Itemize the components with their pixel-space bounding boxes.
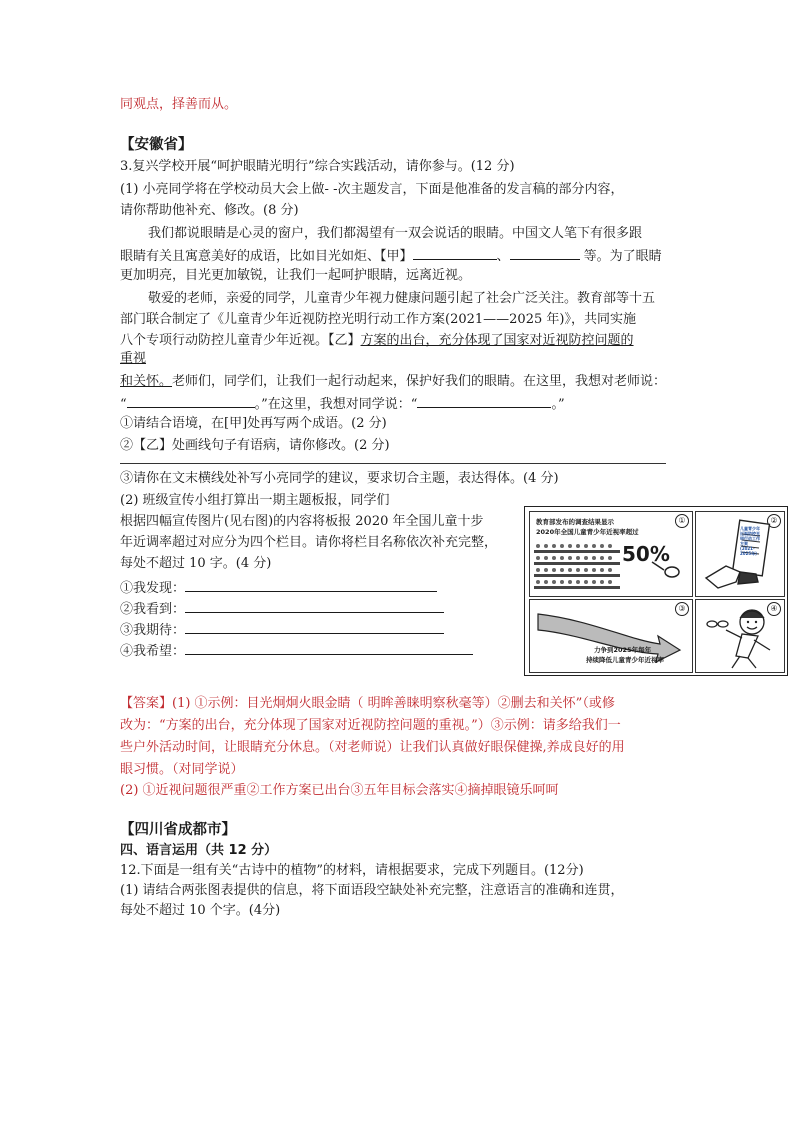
question-3-2-line-b: 根据四幅宣传图片(见右图)的内容将板报 2020 年全国儿童十步: [120, 514, 484, 529]
panel-3-text-2: 持续降低儿童青少年近视率: [586, 656, 664, 664]
sub-question-3: ③请你在文末横线处补写小亮同学的建议，要求切合主题，表达得体。(4 分): [120, 471, 559, 486]
panel-2-document-title: 儿童青少年近视防控光明行动工作方案(2021-2025年): [740, 526, 760, 556]
column-3: ③我期待：: [120, 620, 444, 640]
speech-para1-a: 我们都说眼睛是心灵的窗户，我们都渴望有一双会说话的眼睛。中国文人笔下有很多跟: [148, 226, 643, 241]
panel-3-number: ③: [675, 602, 689, 616]
intro-tail: 同观点，择善而从。: [120, 97, 238, 112]
panel-1-number: ①: [675, 514, 689, 528]
answer-line-1: 【答案】(1) ①示例：目光炯炯火眼金睛（ 明眸善睐明察秋毫等）②删去和关怀”（或修: [120, 696, 615, 711]
question-12-1-line-b: 每处不超过 10 个字。(4分): [120, 903, 281, 918]
question-12-stem: 12.下面是一组有关“古诗中的植物”的材料，请根据要求，完成下列题目。(12分): [120, 863, 584, 878]
sub-question-1: ①请结合语境，在[甲]处再写两个成语。(2 分): [120, 416, 387, 431]
speech-para1-b: 眼睛有关且寓意美好的成语，比如目光如炬、【甲】 、 等。为了眼睛: [120, 246, 662, 266]
answer-line-2: 改为：“方案的出台，充分体现了国家对近视防控问题的重视。”）③示例：请多给我们一: [120, 718, 621, 733]
speech-para2-c: 八个专项行动防控儿童青少年近视。【乙】方案的出台，充分体现了国家对近视防控问题的: [120, 333, 634, 348]
column-3-blank[interactable]: [185, 620, 444, 634]
speech-para2-e: 和关怀。老师们，同学们，让我们一起行动起来，保护好我们的眼睛。在这里，我想对老师说：: [120, 374, 667, 389]
section-heading: 四、语言运用（共 12 分）: [120, 843, 278, 858]
column-4-blank[interactable]: [185, 641, 473, 655]
panel-3: [529, 599, 693, 673]
panel-1-text-2: 2020年全国儿童青少年近视率超过: [536, 528, 639, 536]
panel-1: [529, 511, 693, 597]
panel-2: [695, 511, 785, 597]
underlined-sentence: 方案的出台，充分体现了国家对近视防控问题的: [360, 333, 634, 348]
blank-jia-2[interactable]: [510, 246, 580, 260]
panel-4-number: ④: [767, 602, 781, 616]
column-2-blank[interactable]: [185, 599, 444, 613]
speech-para2-b: 部门联合制定了《儿童青少年近视防控光明行动工作方案(2021——2025 年)》，共同实施: [120, 312, 636, 327]
panel-1-percentage: 50%: [622, 542, 670, 566]
region-heading-chengdu: 【四川省成都市】: [120, 822, 236, 838]
panel-4: [695, 599, 785, 673]
column-1: ①我发现：: [120, 578, 437, 598]
column-4: ④我希望：: [120, 641, 473, 661]
panel-3-text-1: 力争到2025年每年: [594, 646, 652, 654]
question-3-1-line-a: (1) 小亮同学将在学校动员大会上做- -次主题发言，下面是他准备的发言稿的部分内容，: [120, 182, 624, 197]
region-heading-anhui: 【安徽省】: [120, 137, 193, 153]
blank-to-teacher[interactable]: [127, 394, 255, 408]
happy-boy-icon: [696, 600, 784, 672]
column-2: ②我看到：: [120, 599, 444, 619]
panel-2-number: ②: [767, 514, 781, 528]
answer-line-4: 眼习惯。（对同学说）: [120, 762, 244, 777]
speech-para1-c: 更加明亮，目光更加敏锐，让我们一起呵护眼睛，远离近视。: [120, 268, 472, 283]
sub-question-2: ②【乙】处画线句子有语病，请你修改。(2 分): [120, 438, 390, 453]
underlined-continued: 重视: [120, 351, 147, 366]
question-3-2-line-d: 每处不超过 10 字。(4 分): [120, 556, 272, 571]
answer-line-5: (2) ①近视问题很严重②工作方案已出台③五年目标会落实④摘掉眼镜乐呵呵: [120, 783, 559, 798]
blank-jia-1[interactable]: [413, 246, 497, 260]
question-3-stem: 3.复兴学校开展“呵护眼睛光明行”综合实践活动，请你参与。(12 分): [120, 159, 515, 174]
question-3-2-line-a: (2) 班级宣传小组打算出一期主题板报，同学们: [120, 493, 390, 508]
propaganda-illustration: [524, 506, 788, 676]
blank-to-classmates[interactable]: [417, 394, 551, 408]
question-3-2-line-c: 年近调率超过对应分为四个栏目。请你将栏目名称依次补充完整，: [120, 535, 498, 550]
question-3-1-line-b: 请你帮助他补充、修改。(8 分): [120, 203, 299, 218]
panel-1-text-1: 教育部发布的调查结果显示: [536, 518, 614, 526]
answer-line[interactable]: [120, 463, 666, 464]
column-1-blank[interactable]: [185, 578, 437, 592]
question-12-1-line-a: (1) 请结合两张图表提供的信息，将下面语段空缺处补充完整，注意语言的准确和连贯，: [120, 883, 624, 898]
speech-para2-a: 敬爱的老师，亲爱的同学，儿童青少年视力健康问题引起了社会广泛关注。教育部等十五: [148, 291, 656, 306]
speech-para2-f: “ 。”在这里，我想对同学说：“ 。”: [120, 394, 565, 414]
answer-line-3: 些户外活动时间，让眼睛充分休息。（对老师说）让我们认真做好眼保健操,养成良好的用: [120, 740, 625, 755]
